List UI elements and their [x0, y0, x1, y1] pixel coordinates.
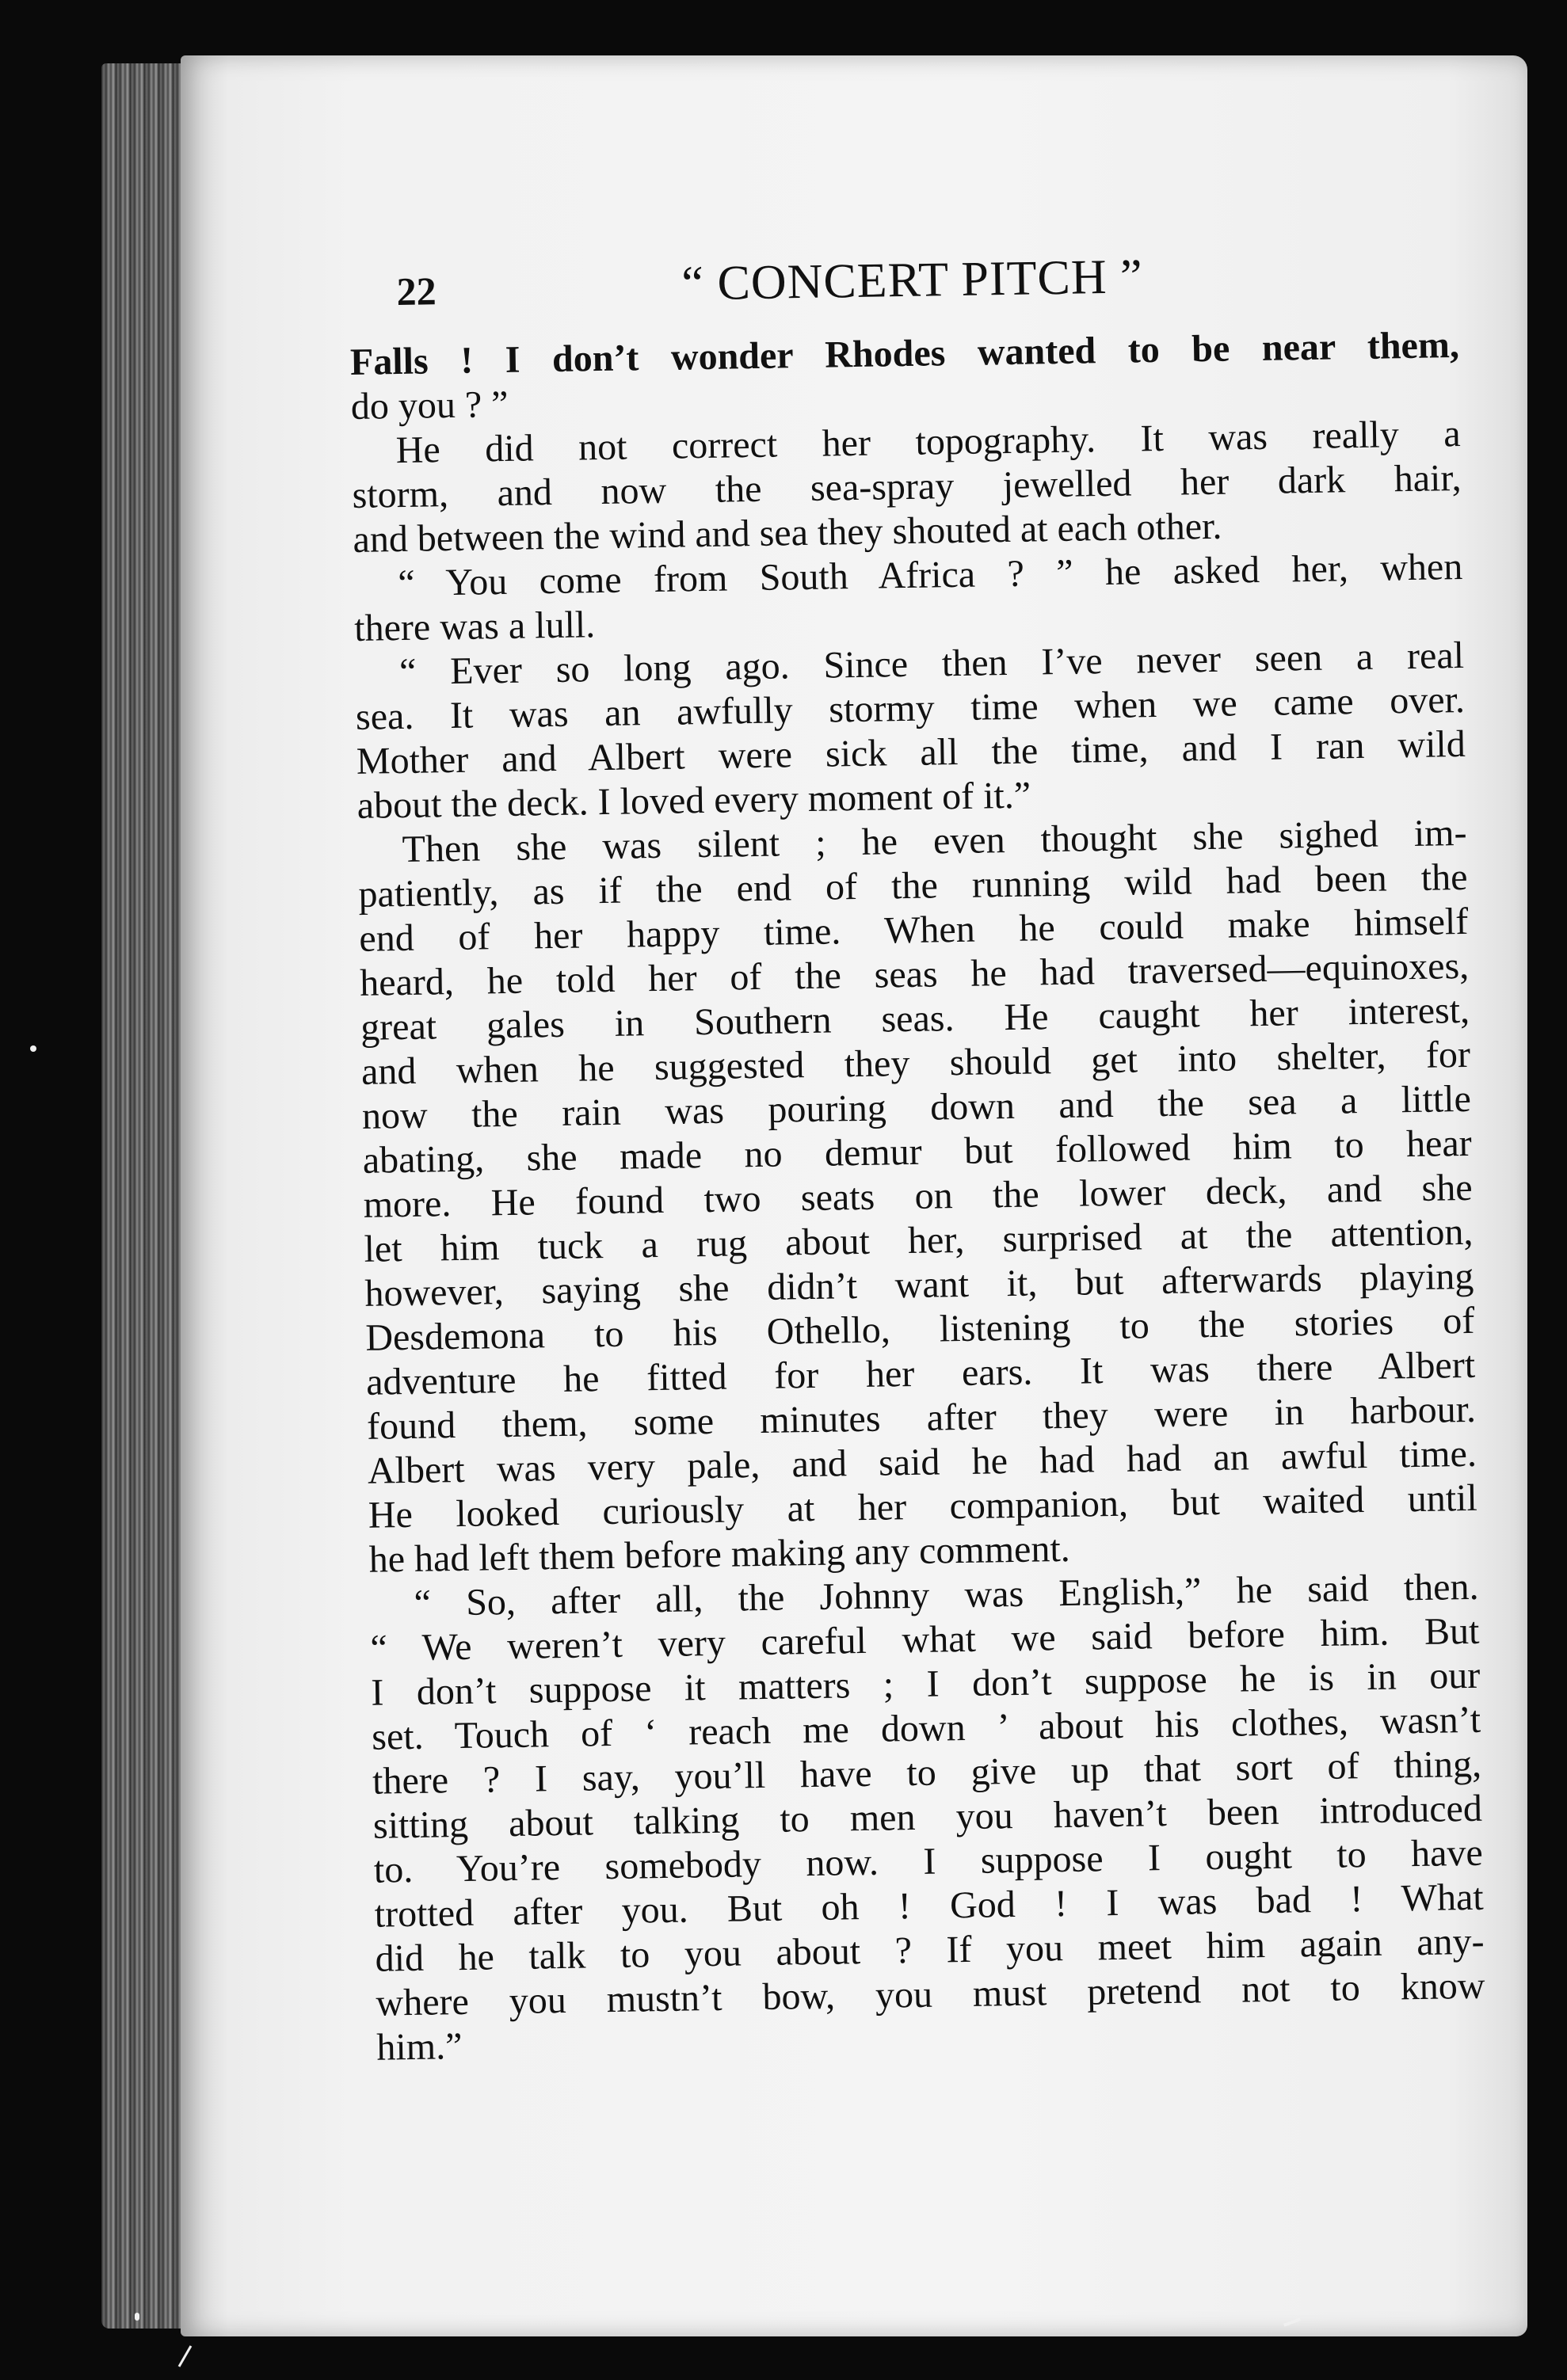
text-line: did he talk to you about ? If you meet him again any-: [375, 1920, 1485, 1980]
text-line: there was a lull.: [353, 604, 596, 649]
text-line: let him tuck a rug about her, surprised at the attention,: [364, 1210, 1474, 1270]
text-line: He did not correct her topography. It was really a: [395, 412, 1462, 472]
text-line: now the rain was pouring down and the sea a little: [361, 1077, 1472, 1137]
text-line: heard, he told her of the seas he had traversed—equinoxes,: [359, 944, 1470, 1004]
text-line: storm, and now the sea-spray jewelled her dark hair,: [352, 456, 1462, 516]
running-title: “ CONCERT PITCH ”: [681, 249, 1144, 311]
text-line: and between the wind and sea they shouted at each other.: [353, 505, 1222, 561]
scan-speck: [135, 2313, 139, 2321]
text-line: great gales in Southern seas. He caught her interest,: [360, 988, 1470, 1049]
text-line: sea. It was an awfully stormy time when we came over.: [355, 678, 1466, 738]
text-line: Mother and Albert were sick all the time, and I ran wild: [356, 722, 1466, 783]
text-line: trotted after you. But oh ! God ! I was bad ! What: [374, 1875, 1485, 1936]
text-line: “ You come from South Africa ? ” he asked her, when: [397, 545, 1463, 605]
text-line: He looked curiously at her companion, but waited until: [368, 1476, 1478, 1537]
text-line: about the deck. I loved every moment of it.”: [356, 774, 1031, 827]
text-line: patiently, as if the end of the running wild had been the: [358, 855, 1468, 916]
text-line: and when he suggested they should get into shelter, for: [360, 1033, 1471, 1093]
text-line: Desdemona to his Othello, listening to the stories of: [364, 1299, 1475, 1359]
text-line: abating, she made no demur but followed him to hear: [362, 1121, 1473, 1182]
scan-speck: [30, 1045, 36, 1052]
text-line: him.”: [376, 2025, 463, 2069]
scan-speck: [178, 2345, 193, 2367]
text-line: set. Touch of ‘ reach me down ’ about his clothes, wasn’t: [371, 1698, 1481, 1758]
text-line: do you ? ”: [350, 383, 509, 428]
text-line: Falls ! I don’t wonder Rhodes wanted to be near them,: [349, 323, 1460, 383]
text-line: more. He found two seats on the lower deck, and she: [363, 1166, 1473, 1226]
text-line: where you mustn’t bow, you must pretend not to know: [376, 1964, 1485, 2024]
text-line: end of her happy time. When he could make himself: [359, 900, 1469, 960]
text-line: Albert was very pale, and said he had had an awful time.: [367, 1432, 1477, 1492]
text-line: “ Ever so long ago. Since then I’ve never seen a real: [398, 634, 1465, 694]
text-line: to. You’re somebody now. I suppose I ought to have: [373, 1831, 1484, 1891]
text-line: sitting about talking to men you haven’t been introduced: [372, 1787, 1483, 1847]
text-line: however, saying she didn’t want it, but afterwards playing: [364, 1255, 1474, 1315]
body-text: [350, 323, 1486, 2070]
page-number: 22: [396, 268, 437, 314]
text-line: “ So, after all, the Johnny was English,” he said then.: [414, 1565, 1479, 1624]
text-line: I don’t suppose it matters ; I don’t suppose he is in our: [370, 1654, 1481, 1714]
text-line: “ We weren’t very careful what we said before him. But: [370, 1609, 1480, 1670]
text-line: he had left them before making any comment.: [368, 1527, 1071, 1581]
text-line: adventure he fitted for her ears. It was there Albert: [365, 1343, 1476, 1403]
text-line: there ? I say, you’ll have to give up that sort of thing,: [372, 1742, 1482, 1803]
text-line: found them, some minutes after they were in harbour.: [366, 1388, 1477, 1448]
page-text-block: [349, 244, 1486, 2070]
text-line: Then she was silent ; he even thought she sighed im-: [402, 811, 1467, 871]
